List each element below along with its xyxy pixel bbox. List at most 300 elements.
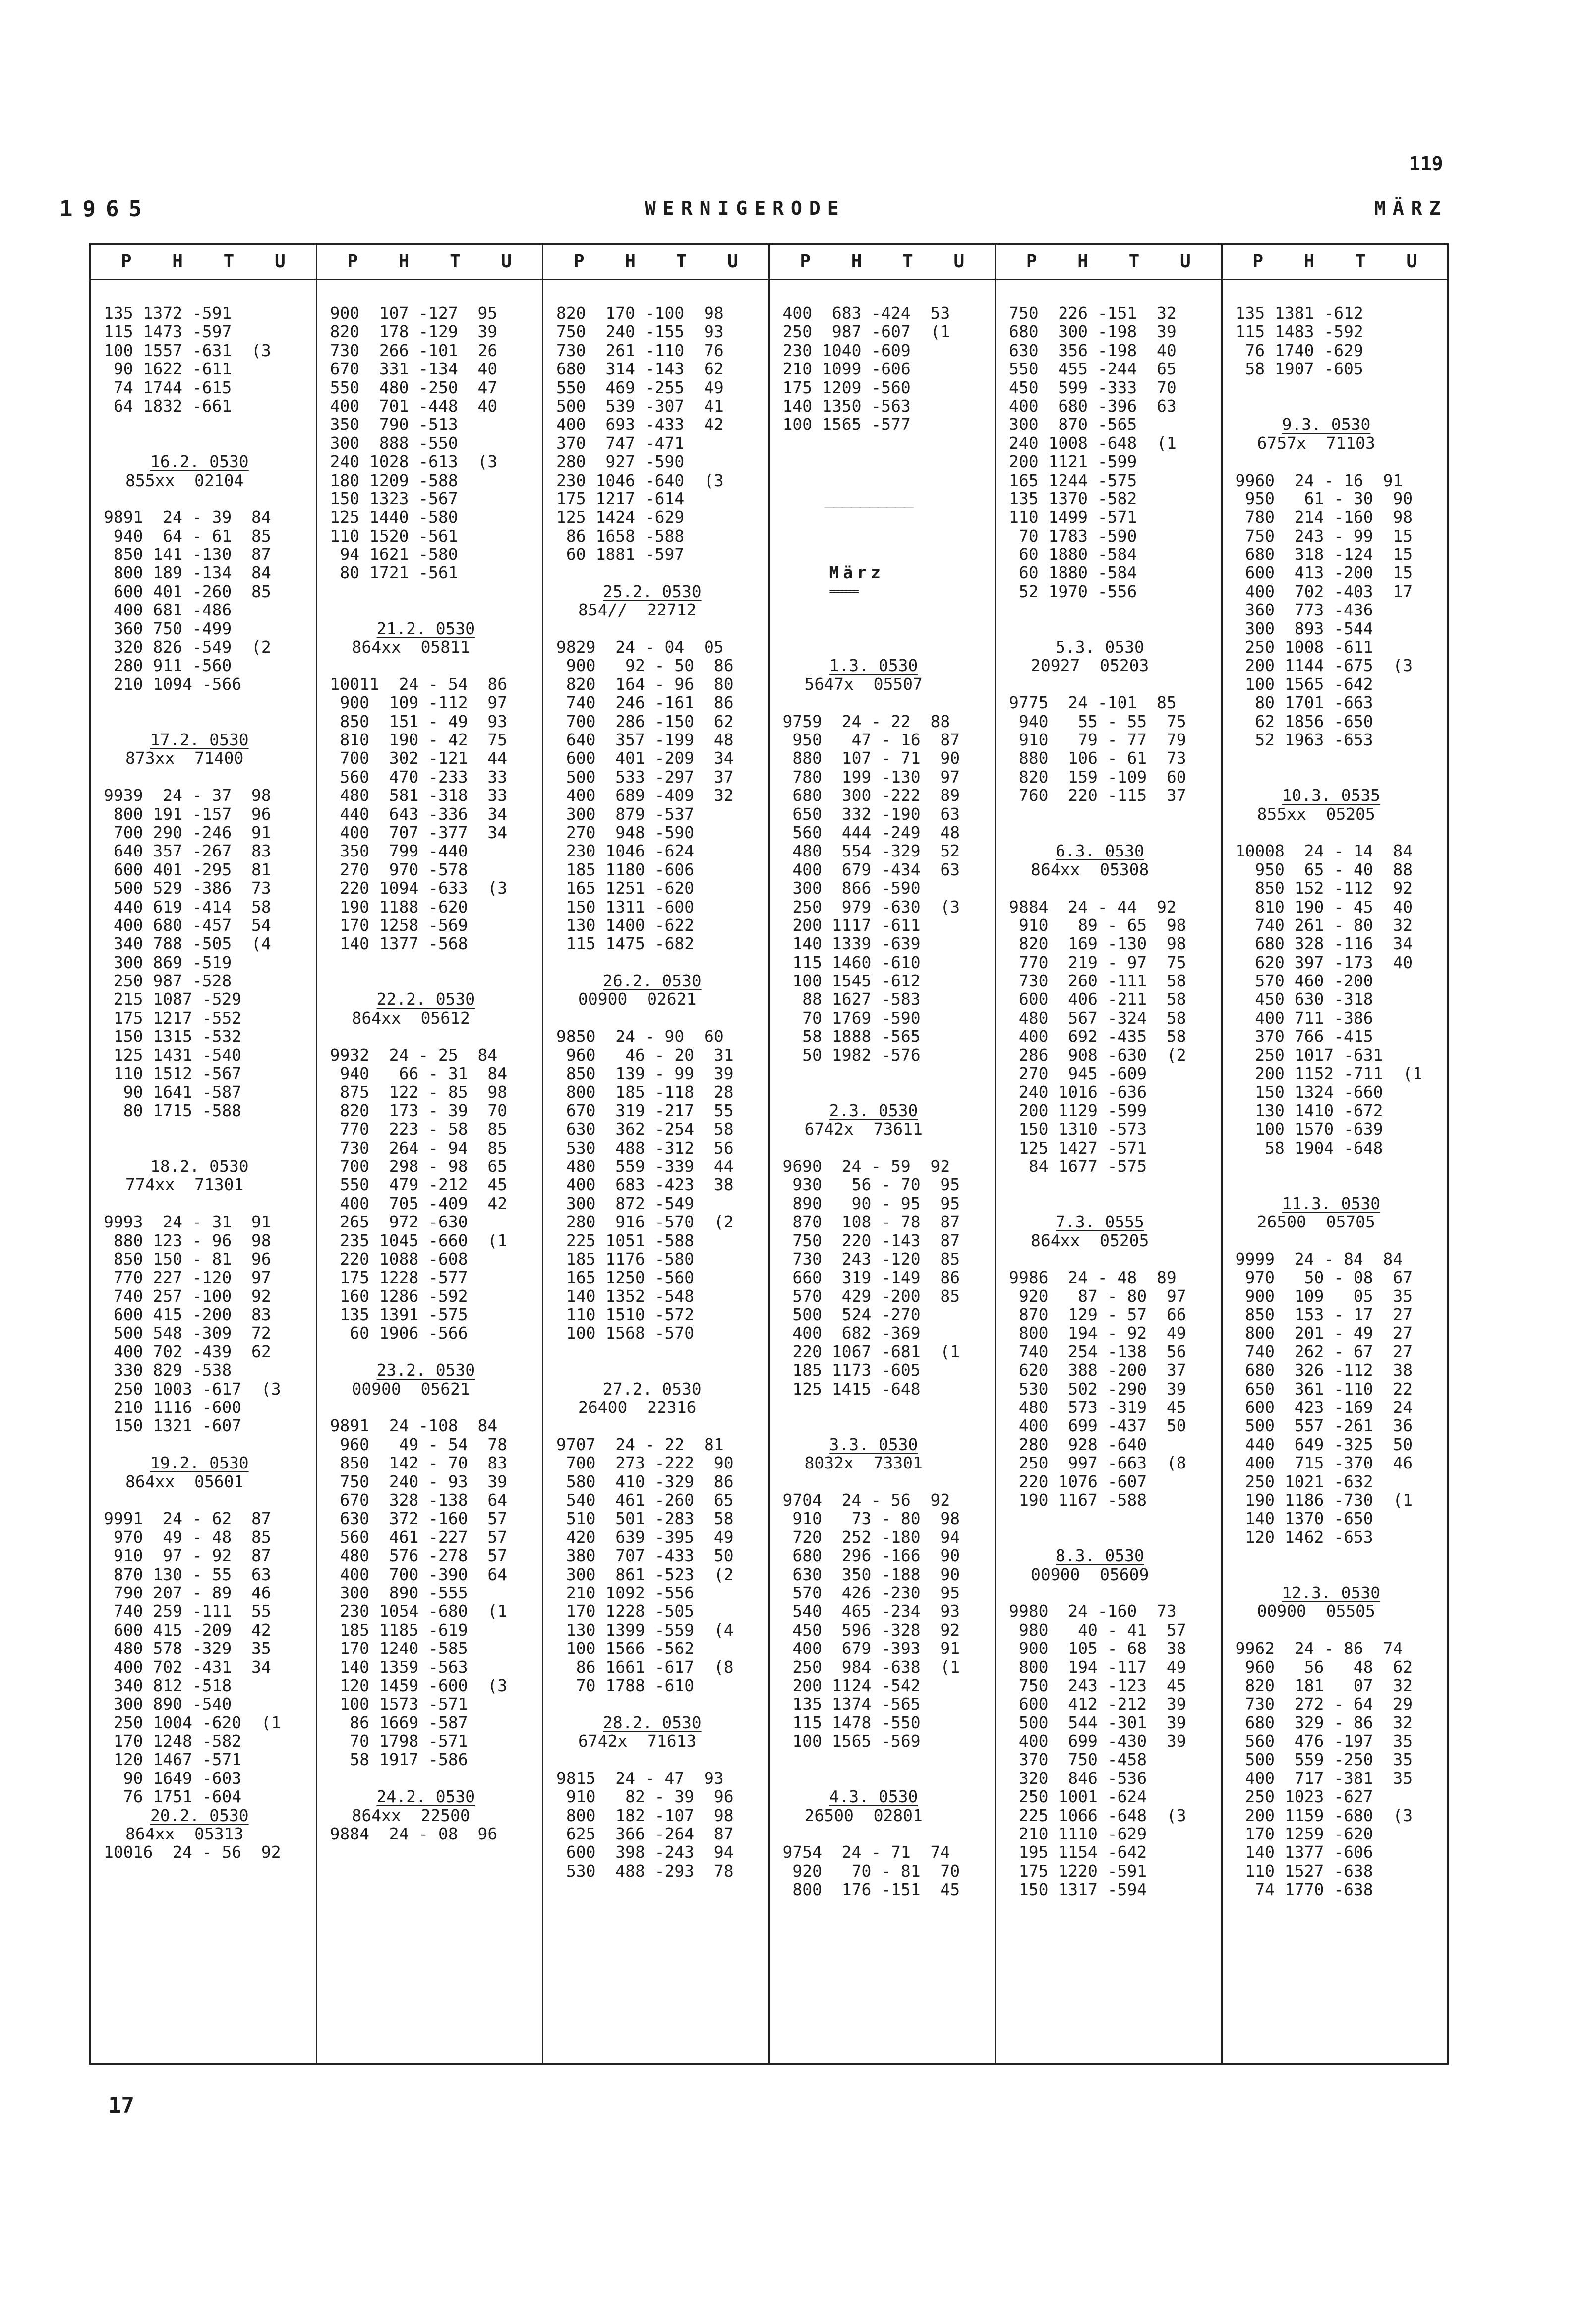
blank-line xyxy=(91,1120,316,1138)
data-line: 100 1565 -569 xyxy=(782,1732,921,1751)
data-line: 500 559 -250 35 xyxy=(1235,1750,1413,1769)
data-line: 62 1856 -650 xyxy=(1235,712,1373,731)
column-body xyxy=(770,280,995,1899)
data-line: 125 1415 -648 xyxy=(782,1379,921,1399)
header-u: U xyxy=(274,251,286,272)
data-line: 9850 24 - 90 60 xyxy=(556,1027,724,1046)
data-line: 770 223 - 58 85 xyxy=(330,1120,508,1139)
data-line: 630 350 -188 90 xyxy=(782,1565,960,1584)
data-line: 350 799 -440 xyxy=(330,842,468,860)
header-u: U xyxy=(1179,251,1191,272)
data-line: 900 92 - 50 86 xyxy=(556,656,734,675)
data-line: 570 460 -200 xyxy=(1235,972,1373,990)
data-line: 10011 24 - 54 86 xyxy=(330,674,508,694)
data-line: 720 252 -180 94 xyxy=(782,1528,960,1547)
data-line: 960 46 - 20 31 xyxy=(556,1045,734,1065)
data-line: 94 1621 -580 xyxy=(330,545,458,564)
data-line: 70 1783 -590 xyxy=(1009,526,1137,546)
data-line: 165 1251 -620 xyxy=(556,879,695,898)
header-p: P xyxy=(573,251,585,272)
data-line: 700 290 -246 91 xyxy=(104,823,271,842)
data-line: 540 461 -260 65 xyxy=(556,1491,734,1510)
data-line: 250 1023 -627 xyxy=(1235,1787,1373,1806)
data-line: 900 105 - 68 38 xyxy=(1009,1639,1186,1658)
data-line: 88 1627 -583 xyxy=(782,990,921,1009)
data-line: 400 683 -424 53 xyxy=(782,304,950,323)
data-line: 560 461 -227 57 xyxy=(330,1528,508,1547)
data-line: 500 533 -297 37 xyxy=(556,767,734,787)
header-p: P xyxy=(800,251,811,272)
data-line: 76 1751 -604 xyxy=(104,1787,242,1806)
data-line: 400 707 -377 34 xyxy=(330,823,508,842)
data-line: 420 639 -395 49 xyxy=(556,1528,734,1547)
station-code: 00900 05505 xyxy=(1257,1602,1375,1621)
data-line: 9884 24 - 44 92 xyxy=(1009,897,1177,916)
data-line: 910 79 - 77 79 xyxy=(1009,730,1186,749)
data-line: 300 872 -549 xyxy=(556,1194,695,1213)
data-line: 800 182 -107 98 xyxy=(556,1806,734,1825)
data-line: 175 1217 -552 xyxy=(104,1008,242,1028)
data-line: 280 928 -640 xyxy=(1009,1435,1147,1454)
data-line: 850 139 - 99 39 xyxy=(556,1064,734,1083)
data-line: 80 1721 -561 xyxy=(330,563,458,582)
data-line: 670 319 -217 55 xyxy=(556,1101,734,1120)
data-line: 630 362 -254 58 xyxy=(556,1120,734,1139)
header-t: T xyxy=(1128,251,1140,272)
blank-line xyxy=(543,1416,768,1435)
data-line: 600 401 -295 81 xyxy=(104,860,271,879)
blank-line xyxy=(1223,1565,1448,1584)
data-line: 250 1017 -631 xyxy=(1235,1045,1383,1065)
header-p: P xyxy=(347,251,358,272)
data-line: 100 1565 -642 xyxy=(1235,674,1373,694)
data-line: 9993 24 - 31 91 xyxy=(104,1213,271,1231)
data-line: 700 286 -150 62 xyxy=(556,712,734,731)
data-line: 680 326 -112 38 xyxy=(1235,1361,1413,1380)
station-code: 864xx 05205 xyxy=(1031,1231,1149,1250)
date-heading: 24.2. 0530 xyxy=(376,1787,475,1806)
data-line: 240 1028 -613 (3 xyxy=(330,452,498,471)
blank-line xyxy=(770,1064,995,1083)
footer-number: 17 xyxy=(108,2093,134,2118)
data-line: 800 194 -117 49 xyxy=(1009,1657,1186,1676)
data-line: 400 702 -439 62 xyxy=(104,1342,271,1361)
data-line: 380 707 -433 50 xyxy=(556,1546,734,1565)
data-line: 550 469 -255 49 xyxy=(556,378,724,397)
data-line: 880 107 - 71 90 xyxy=(782,749,960,768)
data-line: 920 70 - 81 70 xyxy=(782,1861,960,1881)
data-line: 320 846 -536 xyxy=(1009,1769,1147,1788)
data-line: 900 109 -112 97 xyxy=(330,693,508,712)
blank-line xyxy=(1223,452,1448,471)
date-heading: 9.3. 0530 xyxy=(1282,415,1371,434)
data-line: 140 1359 -563 xyxy=(330,1657,468,1676)
data-line: 130 1400 -622 xyxy=(556,916,695,935)
data-line: 200 1124 -542 xyxy=(782,1676,921,1695)
station-code: 864xx 05612 xyxy=(352,1008,470,1028)
data-line: 60 1881 -597 xyxy=(556,545,685,564)
data-line: 84 1677 -575 xyxy=(1009,1157,1147,1176)
data-line: 480 567 -324 58 xyxy=(1009,1008,1186,1028)
blank-line xyxy=(317,1398,542,1416)
data-line: 880 123 - 96 98 xyxy=(104,1231,271,1250)
date-heading: 26.2. 0530 xyxy=(603,972,702,990)
station-code: 864xx 05601 xyxy=(125,1472,244,1491)
table-column-3 xyxy=(543,245,770,2063)
data-line: 450 630 -318 xyxy=(1235,990,1373,1009)
data-line: 200 1117 -611 xyxy=(782,916,921,935)
data-line: 800 189 -134 84 xyxy=(104,563,271,582)
station-code: 20927 05203 xyxy=(1031,656,1149,675)
data-line: 250 979 -630 (3 xyxy=(782,897,960,916)
data-line: 820 178 -129 39 xyxy=(330,322,498,341)
data-line: 235 1045 -660 (1 xyxy=(330,1231,508,1250)
header-t: T xyxy=(676,251,687,272)
column-header xyxy=(543,245,768,280)
data-line: 9891 24 -108 84 xyxy=(330,1416,498,1435)
header-h: H xyxy=(398,251,410,272)
data-line: 600 398 -243 94 xyxy=(556,1843,734,1862)
data-line: 870 129 - 57 66 xyxy=(1009,1305,1186,1324)
data-line: 230 1040 -609 xyxy=(782,341,911,360)
column-header xyxy=(996,245,1221,280)
data-line: 820 169 -130 98 xyxy=(1009,934,1186,953)
data-line: 400 679 -393 91 xyxy=(782,1639,960,1658)
data-line: 350 790 -513 xyxy=(330,415,458,434)
data-line: 750 226 -151 32 xyxy=(1009,304,1177,323)
blank-line xyxy=(996,1175,1221,1194)
data-line: 660 319 -149 86 xyxy=(782,1268,960,1287)
data-line: 250 984 -638 (1 xyxy=(782,1657,960,1676)
data-line: 90 1641 -587 xyxy=(104,1083,242,1101)
data-line: 960 56 48 62 xyxy=(1235,1657,1413,1676)
data-table xyxy=(89,243,1449,2065)
data-line: 58 1888 -565 xyxy=(782,1027,921,1046)
data-line: 130 1399 -559 (4 xyxy=(556,1620,734,1640)
blank-line xyxy=(91,1139,316,1157)
blank-line xyxy=(1223,823,1448,842)
blank-line xyxy=(770,638,995,656)
data-line: 140 1377 -568 xyxy=(330,934,468,953)
data-line: 600 415 -209 42 xyxy=(104,1620,271,1640)
data-line: 190 1167 -588 xyxy=(1009,1491,1147,1510)
date-heading: 6.3. 0530 xyxy=(1056,842,1144,860)
data-line: 9986 24 - 48 89 xyxy=(1009,1268,1177,1287)
header-u: U xyxy=(953,251,965,272)
data-line: 360 773 -436 xyxy=(1235,601,1373,619)
data-line: 800 185 -118 28 xyxy=(556,1083,734,1101)
data-line: 90 1649 -603 xyxy=(104,1769,242,1788)
data-line: 370 750 -458 xyxy=(1009,1750,1147,1769)
data-line: 530 488 -312 56 xyxy=(556,1138,734,1157)
blank-line xyxy=(1223,1546,1448,1565)
blank-line xyxy=(770,508,995,526)
data-line: 620 388 -200 37 xyxy=(1009,1361,1186,1380)
station-code: 855xx 02104 xyxy=(125,471,244,489)
data-line: 480 559 -339 44 xyxy=(556,1157,734,1176)
data-line: 910 73 - 80 98 xyxy=(782,1509,960,1528)
data-line: 300 890 -555 xyxy=(330,1583,468,1602)
data-line: 9690 24 - 59 92 xyxy=(782,1157,950,1176)
data-line: 680 314 -143 62 xyxy=(556,360,724,378)
data-line: 670 331 -134 40 xyxy=(330,360,498,378)
data-line: 730 272 - 64 29 xyxy=(1235,1695,1413,1713)
data-line: 110 1512 -567 xyxy=(104,1064,242,1083)
date-heading: 22.2. 0530 xyxy=(376,990,475,1009)
data-line: 480 576 -278 57 xyxy=(330,1546,508,1565)
station-code: 864xx 05308 xyxy=(1031,860,1149,879)
data-line: 400 705 -409 42 xyxy=(330,1194,508,1213)
blank-line xyxy=(317,1027,542,1045)
blank-line xyxy=(770,545,995,563)
data-line: 220 1076 -607 xyxy=(1009,1472,1147,1491)
data-line: 115 1460 -610 xyxy=(782,953,921,972)
blank-line xyxy=(770,471,995,489)
data-line: 770 219 - 97 75 xyxy=(1009,953,1186,972)
data-line: 740 262 - 67 27 xyxy=(1235,1342,1413,1361)
data-line: 135 1391 -575 xyxy=(330,1305,468,1324)
station-code: 26500 05705 xyxy=(1257,1213,1375,1231)
data-line: 150 1321 -607 xyxy=(104,1416,242,1435)
data-line: 870 130 - 55 63 xyxy=(104,1565,271,1584)
data-line: 125 1440 -580 xyxy=(330,508,458,527)
blank-line xyxy=(770,601,995,619)
blank-line xyxy=(770,619,995,638)
blank-line xyxy=(770,1083,995,1101)
data-line: 135 1372 -591 xyxy=(104,304,232,323)
station-code: 864xx 05313 xyxy=(125,1825,244,1843)
data-line: 52 1963 -653 xyxy=(1235,730,1373,749)
data-line: 320 826 -549 (2 xyxy=(104,638,271,657)
data-line: 125 1427 -571 xyxy=(1009,1138,1147,1157)
table-column-5 xyxy=(996,245,1223,2063)
data-line: 600 413 -200 15 xyxy=(1235,563,1413,582)
data-line: 810 190 - 42 75 xyxy=(330,730,508,749)
data-line: 530 488 -293 78 xyxy=(556,1861,734,1881)
data-line: 810 190 - 45 40 xyxy=(1235,897,1413,916)
data-line: 450 599 -333 70 xyxy=(1009,378,1177,397)
data-line: 170 1259 -620 xyxy=(1235,1825,1373,1843)
data-line: 820 164 - 96 80 xyxy=(556,674,734,694)
data-line: 730 260 -111 58 xyxy=(1009,972,1186,990)
blank-line xyxy=(317,953,542,972)
blank-line xyxy=(317,656,542,674)
data-line: 150 1317 -594 xyxy=(1009,1880,1147,1899)
data-line: 280 916 -570 (2 xyxy=(556,1213,734,1231)
data-line: 250 987 -528 xyxy=(104,972,232,990)
blank-line xyxy=(770,1825,995,1843)
data-line: 970 49 - 48 85 xyxy=(104,1528,271,1547)
data-line: 140 1370 -650 xyxy=(1235,1509,1373,1528)
data-line: 170 1240 -585 xyxy=(330,1639,468,1658)
data-line: 300 890 -540 xyxy=(104,1695,232,1713)
station-code: 774xx 71301 xyxy=(125,1175,244,1194)
data-line: 820 159 -109 60 xyxy=(1009,767,1186,787)
data-line: 175 1209 -560 xyxy=(782,378,911,397)
blank-line xyxy=(1223,397,1448,415)
data-line: 300 879 -537 xyxy=(556,804,695,823)
blank-line xyxy=(996,1509,1221,1528)
data-line: 670 328 -138 64 xyxy=(330,1491,508,1510)
blank-line xyxy=(770,452,995,471)
data-line: 9962 24 - 86 74 xyxy=(1235,1639,1403,1658)
blank-line xyxy=(91,489,316,508)
data-line: 225 1066 -648 (3 xyxy=(1009,1806,1186,1825)
data-line: 400 717 -381 35 xyxy=(1235,1769,1413,1788)
blank-line xyxy=(543,1361,768,1379)
data-line: 630 372 -160 57 xyxy=(330,1509,508,1528)
data-line: 225 1051 -588 xyxy=(556,1231,695,1250)
data-line: 250 1003 -617 (3 xyxy=(104,1379,281,1399)
blank-line xyxy=(317,1769,542,1787)
data-line: 9775 24 -101 85 xyxy=(1009,693,1177,712)
date-heading: 8.3. 0530 xyxy=(1056,1546,1144,1565)
data-line: 250 1001 -624 xyxy=(1009,1787,1147,1806)
data-line: 9932 24 - 25 84 xyxy=(330,1045,498,1065)
data-line: 9980 24 -160 73 xyxy=(1009,1602,1177,1621)
data-line: 286 908 -630 (2 xyxy=(1009,1045,1186,1065)
blank-line xyxy=(543,1750,768,1769)
column-header xyxy=(1223,245,1448,280)
data-line: 165 1250 -560 xyxy=(556,1268,695,1287)
data-line: 400 702 -403 17 xyxy=(1235,582,1413,601)
data-line: 400 715 -370 46 xyxy=(1235,1454,1413,1472)
data-line: 620 397 -173 40 xyxy=(1235,953,1413,972)
date-heading: 18.2. 0530 xyxy=(150,1157,249,1176)
blank-line xyxy=(996,675,1221,693)
data-line: 820 181 07 32 xyxy=(1235,1676,1413,1695)
data-line: 400 701 -448 40 xyxy=(330,396,498,416)
data-line: 550 455 -244 65 xyxy=(1009,360,1177,378)
data-line: 560 444 -249 48 xyxy=(782,823,960,842)
data-line: 570 429 -200 85 xyxy=(782,1286,960,1306)
data-line: 400 700 -390 64 xyxy=(330,1565,508,1584)
data-line: 900 107 -127 95 xyxy=(330,304,498,323)
data-line: 60 1906 -566 xyxy=(330,1324,468,1343)
data-line: 230 1054 -680 (1 xyxy=(330,1602,508,1621)
data-line: 200 1159 -680 (3 xyxy=(1235,1806,1413,1825)
date-heading: 11.3. 0530 xyxy=(1282,1194,1381,1213)
data-line: 400 679 -434 63 xyxy=(782,860,960,879)
data-line: 625 366 -264 87 xyxy=(556,1825,734,1843)
data-line: 250 1008 -611 xyxy=(1235,638,1373,657)
data-line: 200 1129 -599 xyxy=(1009,1101,1147,1120)
data-line: 600 412 -212 39 xyxy=(1009,1695,1186,1713)
data-line: 170 1248 -582 xyxy=(104,1732,242,1751)
month-heading: März xyxy=(829,563,884,582)
data-line: 800 194 - 92 49 xyxy=(1009,1324,1186,1343)
data-line: 700 298 - 98 65 xyxy=(330,1157,508,1176)
data-line: 9815 24 - 47 93 xyxy=(556,1769,724,1788)
data-line: 76 1740 -629 xyxy=(1235,341,1363,360)
column-body xyxy=(317,280,542,1843)
data-line: 890 90 - 95 95 xyxy=(782,1194,960,1213)
data-line: 400 683 -423 38 xyxy=(556,1175,734,1194)
blank-line xyxy=(317,972,542,990)
data-line: 680 328 -116 34 xyxy=(1235,934,1413,953)
data-line: 950 47 - 16 87 xyxy=(782,730,960,749)
date-heading: 25.2. 0530 xyxy=(603,582,702,601)
data-line: 140 1350 -563 xyxy=(782,396,911,416)
header-station: WERNIGERODE xyxy=(645,197,846,219)
blank-line xyxy=(1223,1231,1448,1250)
date-heading: 4.3. 0530 xyxy=(829,1787,918,1806)
data-line: 480 554 -329 52 xyxy=(782,842,960,860)
data-line: 265 972 -630 xyxy=(330,1213,468,1231)
data-line: 58 1904 -648 xyxy=(1235,1138,1383,1157)
data-line: 800 201 - 49 27 xyxy=(1235,1324,1413,1343)
data-line: 400 693 -433 42 xyxy=(556,415,724,434)
header-h: H xyxy=(851,251,862,272)
data-line: 850 141 -130 87 xyxy=(104,545,271,564)
station-code: 26500 02801 xyxy=(804,1806,923,1825)
data-line: 640 357 -267 83 xyxy=(104,842,271,860)
station-code: 6742x 73611 xyxy=(804,1120,923,1139)
data-line: 300 866 -590 xyxy=(782,879,921,898)
data-line: 400 689 -409 32 xyxy=(556,786,734,805)
data-line: 850 151 - 49 93 xyxy=(330,712,508,731)
data-line: 160 1286 -592 xyxy=(330,1286,468,1306)
date-heading: 3.3. 0530 xyxy=(829,1435,918,1454)
data-line: 500 524 -270 xyxy=(782,1305,921,1324)
blank-line xyxy=(770,1750,995,1769)
data-line: 185 1176 -580 xyxy=(556,1249,695,1269)
data-line: 920 87 - 80 97 xyxy=(1009,1286,1186,1306)
data-line: 180 1209 -588 xyxy=(330,471,458,489)
data-line: 740 254 -138 56 xyxy=(1009,1342,1186,1361)
data-line: 600 406 -211 58 xyxy=(1009,990,1186,1009)
data-line: 115 1475 -682 xyxy=(556,934,695,953)
data-line: 60 1880 -584 xyxy=(1009,563,1137,582)
header-t: T xyxy=(450,251,461,272)
data-line: 880 106 - 61 73 xyxy=(1009,749,1186,768)
data-line: 400 680 -396 63 xyxy=(1009,396,1177,416)
data-line: 740 261 - 80 32 xyxy=(1235,916,1413,935)
blank-line xyxy=(1223,749,1448,767)
date-heading: 2.3. 0530 xyxy=(829,1101,918,1120)
column-body xyxy=(1223,280,1448,1899)
header-h: H xyxy=(1077,251,1088,272)
data-line: 930 56 - 70 95 xyxy=(782,1175,960,1194)
blank-line xyxy=(770,434,995,452)
data-line: 9759 24 - 22 88 xyxy=(782,712,950,731)
data-line: 280 911 -560 xyxy=(104,656,232,675)
date-heading: 20.2. 0530 xyxy=(150,1806,249,1825)
station-code: 854// 22712 xyxy=(578,601,697,619)
data-line: 570 426 -230 95 xyxy=(782,1583,960,1602)
header-p: P xyxy=(1252,251,1264,272)
table-column-2 xyxy=(317,245,544,2063)
column-header xyxy=(91,245,316,280)
data-line: 86 1661 -617 (8 xyxy=(556,1657,734,1676)
data-line: 9939 24 - 37 98 xyxy=(104,786,271,805)
data-line: 680 296 -166 90 xyxy=(782,1546,960,1565)
data-line: 150 1311 -600 xyxy=(556,897,695,916)
data-line: 400 682 -369 xyxy=(782,1324,921,1343)
data-line: 86 1658 -588 xyxy=(556,526,685,546)
station-code: 855xx 05205 xyxy=(1257,804,1375,823)
data-line: 185 1173 -605 xyxy=(782,1361,921,1380)
data-line: 530 502 -290 39 xyxy=(1009,1379,1186,1399)
blank-line xyxy=(91,415,316,433)
data-line: 175 1217 -614 xyxy=(556,489,685,508)
data-line: 200 1144 -675 (3 xyxy=(1235,656,1413,675)
data-line: 750 240 -155 93 xyxy=(556,322,724,341)
data-line: 9991 24 - 62 87 xyxy=(104,1509,271,1528)
data-line: 750 240 - 93 39 xyxy=(330,1472,508,1491)
data-line: 800 176 -151 45 xyxy=(782,1880,960,1899)
data-line: 730 264 - 94 85 xyxy=(330,1138,508,1157)
